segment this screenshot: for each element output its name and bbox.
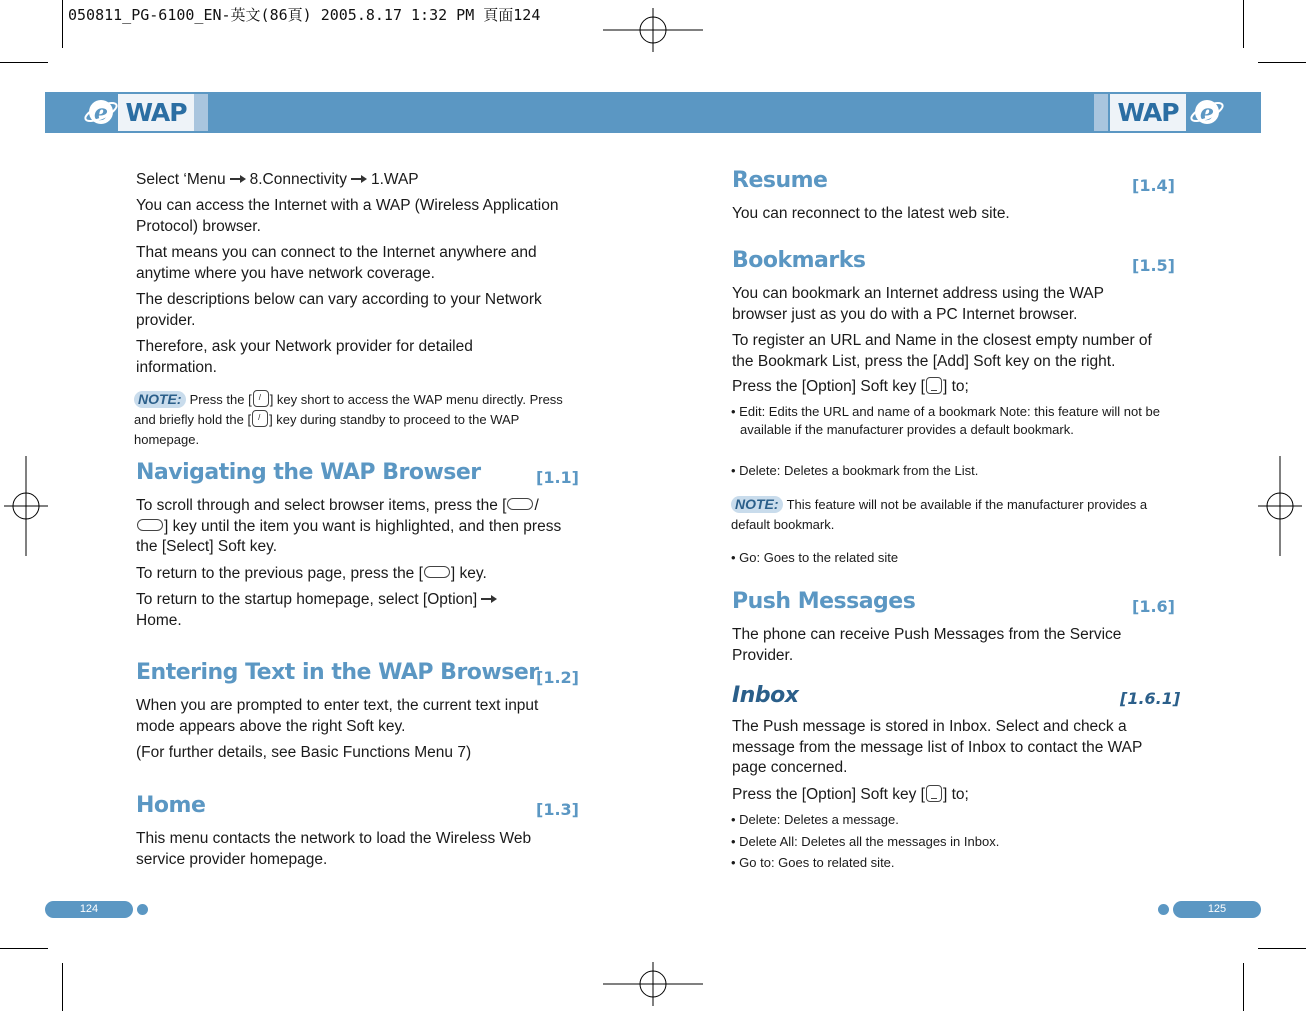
page-dot — [1158, 904, 1169, 915]
section-number: [1.6] — [1132, 597, 1175, 616]
menu-arrow-icon — [230, 175, 246, 183]
note-block — [731, 495, 1171, 535]
nav-text: To return to the startup homepage, select [Option] — [136, 591, 478, 608]
registration-mark-icon — [1258, 456, 1302, 556]
section-title-inbox: Inbox — [732, 683, 799, 708]
inbox-text: ] to; — [942, 786, 969, 803]
bookmarks-paragraph: To register an URL and Name in the closest empty number of the Bookmark List, press the [Add] Soft key on the right. — [732, 332, 1152, 370]
section-title-push-messages: Push Messages — [732, 589, 916, 614]
nav-text: ] key until the item you want is highlighted, and then press the [Select] Soft key. — [136, 517, 562, 555]
nav-text: Home. — [136, 611, 182, 629]
page-dot — [137, 904, 148, 915]
bullet-item: • Go: Goes to the related site — [731, 550, 899, 565]
section-title-navigating: Navigating the WAP Browser — [136, 460, 481, 485]
resume-paragraph: You can reconnect to the latest web site. — [732, 205, 1010, 222]
nav-text: To scroll through and select browser items, press the [ — [136, 497, 507, 514]
menu-arrow-icon — [481, 595, 497, 603]
wap-key-icon: / — [253, 390, 269, 407]
bookmarks-text: Press the [Option] Soft key [ — [732, 378, 925, 395]
up-key-icon — [507, 498, 533, 510]
internet-e-icon — [1188, 93, 1226, 131]
intro-paragraph: You can access the Internet with a WAP (Wireless Application Protocol) browser. — [136, 197, 559, 235]
note-text: ] key during standby to proceed to the WAP homepage. — [134, 412, 520, 447]
section-number: [1.1] — [536, 468, 579, 487]
bullet-item: • Delete: Deletes a message. — [731, 812, 899, 827]
push-paragraph: The phone can receive Push Messages from the Service Provider. — [732, 626, 1122, 664]
section-banner — [45, 92, 1261, 133]
section-number: [1.4] — [1132, 176, 1175, 195]
note-badge: NOTE: — [731, 496, 783, 513]
svg-text:e: e — [1200, 100, 1214, 126]
section-number: [1.5] — [1132, 256, 1175, 275]
section-title-resume: Resume — [732, 168, 828, 193]
registration-mark-icon — [603, 962, 703, 1006]
section-number: [1.3] — [536, 800, 579, 819]
bullet-item: • Delete All: Deletes all the messages in Inbox. — [731, 834, 1000, 849]
menu-path — [136, 170, 576, 191]
nav-text: To return to the previous page, press the [ — [136, 565, 423, 582]
inbox-text: Press the [Option] Soft key [ — [732, 786, 925, 803]
print-slug: 050811_PG-6100_EN-英文(86頁) 2005.8.17 1:32 PM 頁面124 — [68, 6, 541, 24]
crop-mark — [62, 963, 63, 1011]
section-title-bookmarks: Bookmarks — [732, 248, 866, 273]
bullet-item: • Delete: Deletes a bookmark from the List. — [731, 463, 979, 478]
crop-mark — [0, 62, 48, 63]
nav-text: ] key. — [450, 565, 487, 582]
page-number-left: 124 — [45, 901, 133, 918]
bookmarks-paragraph — [732, 377, 1172, 398]
banner-title-right: WAP — [1110, 94, 1186, 131]
crop-mark — [1243, 963, 1244, 1011]
nav-paragraph — [136, 564, 576, 585]
enter-paragraph: When you are prompted to enter text, the current text input mode appears above the right Soft key. — [136, 697, 539, 735]
inbox-paragraph — [732, 785, 1172, 806]
crop-mark — [1258, 948, 1306, 949]
internet-e-icon — [82, 93, 120, 131]
note-block — [134, 390, 579, 450]
svg-text:e: e — [94, 100, 108, 126]
registration-mark-icon — [4, 456, 48, 556]
note-text: This feature will not be available if the manufacturer provides a default bookmark. — [731, 497, 1148, 532]
page-number-right: 125 — [1173, 901, 1261, 918]
menu-path-prefix: Select ‘Menu — [136, 171, 226, 188]
nav-text: / — [534, 497, 539, 514]
crop-mark — [0, 948, 48, 949]
crop-mark — [62, 0, 63, 48]
note-badge: NOTE: — [134, 391, 186, 408]
soft-key-icon — [926, 785, 942, 802]
bullet-item: • Go to: Goes to related site. — [731, 855, 895, 870]
wap-key-icon: / — [252, 410, 268, 427]
enter-paragraph: (For further details, see Basic Functions Menu 7) — [136, 744, 472, 761]
home-paragraph: This menu contacts the network to load the Wireless Web service provider homepage. — [136, 830, 532, 868]
intro-paragraph: Therefore, ask your Network provider for detailed information. — [136, 338, 473, 376]
registration-mark-icon — [603, 8, 703, 52]
section-title-home: Home — [136, 793, 206, 818]
note-text: ] key short to access the WAP menu directly. Press and briefly hold the [ — [134, 392, 563, 427]
nav-paragraph — [136, 590, 556, 631]
inbox-paragraph: The Push message is stored in Inbox. Select and check a message from the message list of Inbox to contact the WAP page concerned. — [732, 718, 1143, 776]
nav-paragraph — [136, 496, 566, 558]
menu-path-step: 8.Connectivity — [249, 171, 347, 188]
crop-mark — [1258, 62, 1306, 63]
down-key-icon — [137, 519, 163, 531]
menu-arrow-icon — [351, 175, 367, 183]
bookmarks-text: ] to; — [942, 378, 969, 395]
menu-path-step: 1.WAP — [370, 171, 419, 188]
banner-accent — [1094, 94, 1108, 131]
banner-accent — [194, 94, 208, 131]
intro-paragraph: That means you can connect to the Internet anywhere and anytime where you have network coverage. — [136, 244, 537, 282]
clear-key-icon — [424, 566, 450, 578]
soft-key-icon — [926, 377, 942, 394]
note-text: Press the [ — [189, 392, 252, 407]
section-number: [1.6.1] — [1120, 689, 1181, 708]
section-title-entering-text: Entering Text in the WAP Browser — [136, 660, 539, 685]
section-number: [1.2] — [536, 668, 579, 687]
crop-mark — [1243, 0, 1244, 48]
banner-title-left: WAP — [118, 94, 194, 131]
bullet-item: • Edit: Edits the URL and name of a bookmark Note: this feature will not be available if the manufacturer provides a default bookmark. — [731, 404, 1160, 437]
intro-paragraph: The descriptions below can vary according to your Network provider. — [136, 291, 542, 329]
bookmarks-paragraph: You can bookmark an Internet address using the WAP browser just as you do with a PC Internet browser. — [732, 285, 1104, 323]
